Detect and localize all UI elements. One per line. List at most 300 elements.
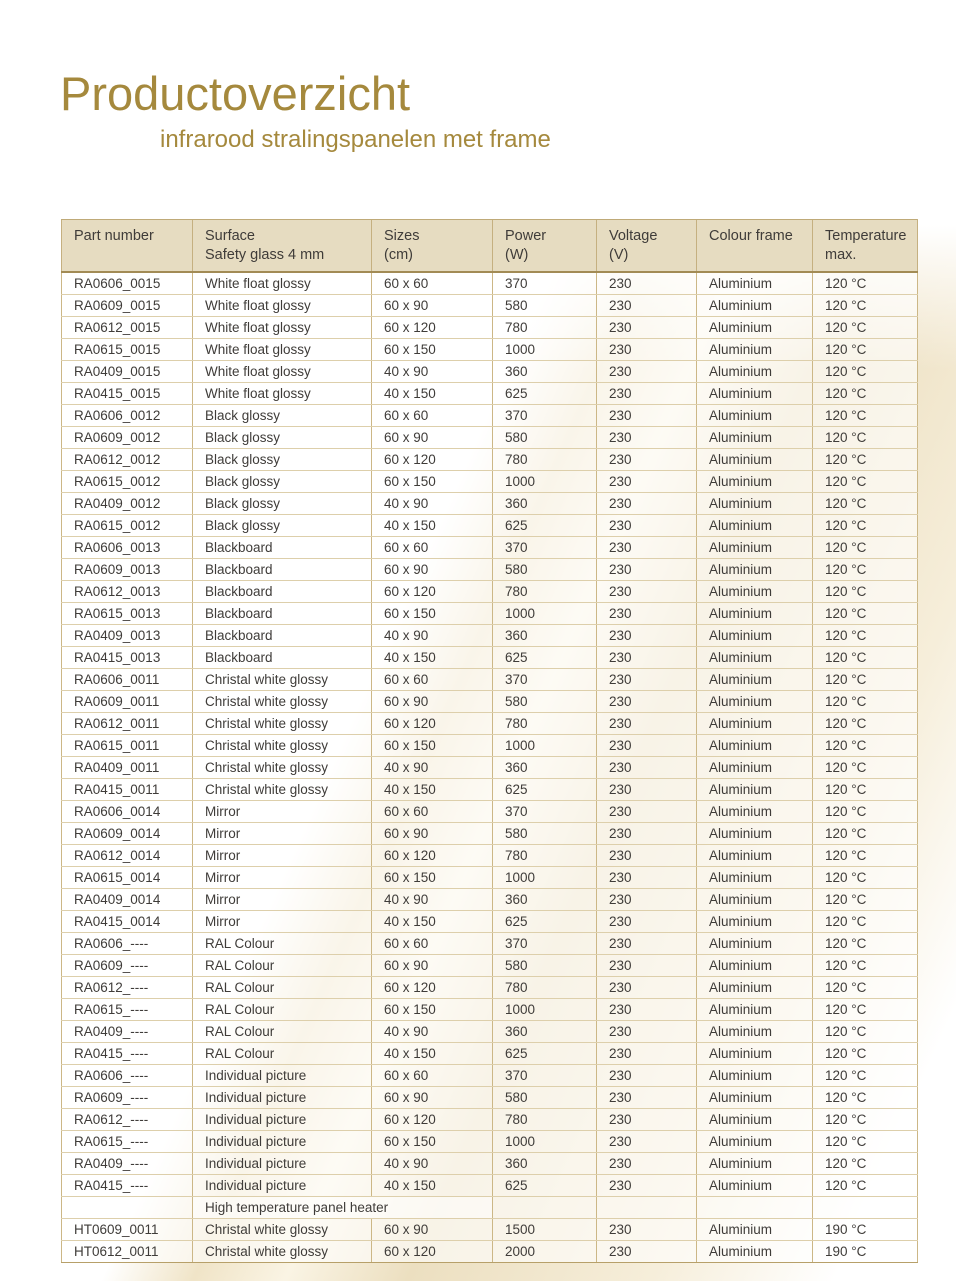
cell-surface: Individual picture	[193, 1130, 372, 1152]
cell-surface: Black glossy	[193, 404, 372, 426]
cell-voltage: 230	[597, 338, 697, 360]
cell-power: 360	[493, 888, 597, 910]
cell-sizes: 60 x 90	[372, 822, 493, 844]
cell-colour-frame: Aluminium	[697, 756, 813, 778]
page-subtitle: infrarood stralingspanelen met frame	[160, 126, 551, 153]
cell-temperature: 120 °C	[813, 910, 918, 932]
cell-voltage: 230	[597, 404, 697, 426]
cell-colour-frame: Aluminium	[697, 1064, 813, 1086]
cell-part-number: HT0612_0011	[62, 1240, 193, 1262]
cell-part-number: RA0415_0013	[62, 646, 193, 668]
section-label: High temperature panel heater	[193, 1196, 493, 1218]
cell-temperature: 120 °C	[813, 558, 918, 580]
cell-colour-frame: Aluminium	[697, 448, 813, 470]
table-row	[62, 690, 918, 712]
table-row	[62, 426, 918, 448]
table-row	[62, 294, 918, 316]
cell-temperature: 120 °C	[813, 624, 918, 646]
cell-part-number: RA0612_----	[62, 1108, 193, 1130]
cell-part-number: RA0415_0011	[62, 778, 193, 800]
table-row	[62, 558, 918, 580]
cell-sizes: 40 x 90	[372, 888, 493, 910]
cell-temperature: 120 °C	[813, 580, 918, 602]
cell-part-number: RA0612_0013	[62, 580, 193, 602]
cell-colour-frame: Aluminium	[697, 624, 813, 646]
cell-colour-frame: Aluminium	[697, 272, 813, 295]
cell-power: 360	[493, 1152, 597, 1174]
cell-voltage: 230	[597, 1108, 697, 1130]
cell-part-number: RA0612_0015	[62, 316, 193, 338]
cell-colour-frame: Aluminium	[697, 1174, 813, 1196]
cell-voltage: 230	[597, 1152, 697, 1174]
cell-temperature: 120 °C	[813, 1064, 918, 1086]
cell-temperature: 120 °C	[813, 360, 918, 382]
column-header-label: Surface	[205, 228, 255, 244]
cell-power: 1000	[493, 998, 597, 1020]
cell-sizes: 40 x 150	[372, 1042, 493, 1064]
cell-part-number: RA0615_0014	[62, 866, 193, 888]
cell-colour-frame: Aluminium	[697, 580, 813, 602]
cell-temperature: 120 °C	[813, 668, 918, 690]
cell-part-number: RA0415_----	[62, 1042, 193, 1064]
cell-sizes: 60 x 120	[372, 844, 493, 866]
cell-temperature: 120 °C	[813, 536, 918, 558]
cell-surface: Christal white glossy	[193, 668, 372, 690]
cell-temperature: 120 °C	[813, 888, 918, 910]
table-row	[62, 976, 918, 998]
cell-sizes: 60 x 60	[372, 272, 493, 295]
cell-colour-frame: Aluminium	[697, 602, 813, 624]
cell-temperature: 120 °C	[813, 404, 918, 426]
cell-power: 780	[493, 580, 597, 602]
cell-colour-frame: Aluminium	[697, 338, 813, 360]
cell-power: 580	[493, 690, 597, 712]
cell-sizes: 60 x 150	[372, 998, 493, 1020]
table-row	[62, 1108, 918, 1130]
cell-sizes: 60 x 90	[372, 1218, 493, 1240]
table-row	[62, 756, 918, 778]
cell-power: 370	[493, 800, 597, 822]
cell-colour-frame: Aluminium	[697, 470, 813, 492]
cell-voltage: 230	[597, 294, 697, 316]
cell-sizes: 40 x 150	[372, 514, 493, 536]
cell-sizes: 40 x 90	[372, 1020, 493, 1042]
cell-surface: Blackboard	[193, 580, 372, 602]
cell-power: 1000	[493, 602, 597, 624]
table-row	[62, 514, 918, 536]
cell-part-number: RA0609_0012	[62, 426, 193, 448]
cell-surface: RAL Colour	[193, 932, 372, 954]
cell-surface: Black glossy	[193, 514, 372, 536]
cell-colour-frame: Aluminium	[697, 294, 813, 316]
cell-surface: RAL Colour	[193, 1042, 372, 1064]
cell-sizes: 60 x 150	[372, 602, 493, 624]
cell-voltage: 230	[597, 822, 697, 844]
cell-part-number: RA0609_----	[62, 1086, 193, 1108]
cell-part-number: RA0606_0012	[62, 404, 193, 426]
cell-part-number: RA0609_0013	[62, 558, 193, 580]
cell-surface: White float glossy	[193, 360, 372, 382]
cell-temperature: 120 °C	[813, 492, 918, 514]
product-table	[61, 219, 918, 1263]
cell-sizes: 40 x 90	[372, 1152, 493, 1174]
column-header-sub: max.	[825, 246, 857, 263]
cell-colour-frame: Aluminium	[697, 360, 813, 382]
cell-voltage: 230	[597, 1130, 697, 1152]
cell-voltage: 230	[597, 470, 697, 492]
cell-surface: Christal white glossy	[193, 690, 372, 712]
cell-surface: Mirror	[193, 910, 372, 932]
cell-power: 625	[493, 1042, 597, 1064]
cell-surface: Individual picture	[193, 1086, 372, 1108]
cell-sizes: 60 x 60	[372, 536, 493, 558]
cell-colour-frame: Aluminium	[697, 800, 813, 822]
cell-part-number: RA0606_0014	[62, 800, 193, 822]
page-title: Productoverzicht	[60, 67, 411, 120]
cell-power: 780	[493, 976, 597, 998]
cell-colour-frame: Aluminium	[697, 1108, 813, 1130]
table-row	[62, 536, 918, 558]
cell-surface: Christal white glossy	[193, 1218, 372, 1240]
cell-surface: Blackboard	[193, 624, 372, 646]
table-row	[62, 404, 918, 426]
cell-temperature: 190 °C	[813, 1218, 918, 1240]
cell-power: 1500	[493, 1218, 597, 1240]
cell-power: 580	[493, 426, 597, 448]
cell-temperature: 190 °C	[813, 1240, 918, 1262]
table-row	[62, 338, 918, 360]
cell-colour-frame: Aluminium	[697, 382, 813, 404]
cell-power: 625	[493, 910, 597, 932]
cell-power: 370	[493, 932, 597, 954]
table-row	[62, 1020, 918, 1042]
cell-voltage: 230	[597, 580, 697, 602]
cell-part-number: RA0615_0011	[62, 734, 193, 756]
table-body	[62, 272, 918, 1263]
cell-sizes: 40 x 150	[372, 1174, 493, 1196]
cell-colour-frame: Aluminium	[697, 888, 813, 910]
cell-surface: White float glossy	[193, 338, 372, 360]
section-row	[62, 1196, 918, 1218]
cell-colour-frame: Aluminium	[697, 844, 813, 866]
table-row	[62, 822, 918, 844]
table-row	[62, 470, 918, 492]
cell-temperature: 120 °C	[813, 426, 918, 448]
cell-colour-frame: Aluminium	[697, 998, 813, 1020]
table-header-row	[62, 220, 918, 272]
cell-surface: Black glossy	[193, 492, 372, 514]
cell-surface: RAL Colour	[193, 976, 372, 998]
table-row	[62, 580, 918, 602]
cell-surface: White float glossy	[193, 382, 372, 404]
cell-temperature: 120 °C	[813, 998, 918, 1020]
cell-temperature: 120 °C	[813, 1174, 918, 1196]
table-row	[62, 1218, 918, 1240]
column-header-label: Part number	[74, 228, 154, 244]
cell-sizes: 60 x 150	[372, 338, 493, 360]
column-header-sizes	[372, 220, 493, 272]
cell-colour-frame: Aluminium	[697, 668, 813, 690]
cell-surface: Mirror	[193, 866, 372, 888]
table-row	[62, 382, 918, 404]
cell-temperature: 120 °C	[813, 866, 918, 888]
cell-sizes: 40 x 150	[372, 778, 493, 800]
cell-temperature: 120 °C	[813, 932, 918, 954]
cell-power: 625	[493, 382, 597, 404]
table-row	[62, 866, 918, 888]
cell-voltage: 230	[597, 448, 697, 470]
cell-surface: Individual picture	[193, 1064, 372, 1086]
cell-voltage: 230	[597, 382, 697, 404]
cell-colour-frame: Aluminium	[697, 1020, 813, 1042]
cell-part-number: RA0612_----	[62, 976, 193, 998]
cell-colour-frame: Aluminium	[697, 1218, 813, 1240]
table-row	[62, 602, 918, 624]
cell-sizes: 40 x 90	[372, 492, 493, 514]
cell-surface: Black glossy	[193, 426, 372, 448]
cell-colour-frame: Aluminium	[697, 690, 813, 712]
cell-power: 360	[493, 756, 597, 778]
table-row	[62, 668, 918, 690]
cell-part-number: RA0409_0013	[62, 624, 193, 646]
cell-part-number: RA0612_0012	[62, 448, 193, 470]
cell-power: 360	[493, 624, 597, 646]
cell-surface: RAL Colour	[193, 998, 372, 1020]
cell-part-number: RA0615_----	[62, 1130, 193, 1152]
cell-voltage: 230	[597, 1086, 697, 1108]
table-row	[62, 778, 918, 800]
cell-part-number: RA0415_0014	[62, 910, 193, 932]
cell-temperature: 120 °C	[813, 1042, 918, 1064]
cell-part-number: RA0606_----	[62, 932, 193, 954]
cell-sizes: 60 x 90	[372, 294, 493, 316]
table-row	[62, 954, 918, 976]
cell-part-number: RA0606_----	[62, 1064, 193, 1086]
cell-power: 780	[493, 712, 597, 734]
cell-surface: Blackboard	[193, 646, 372, 668]
cell-voltage: 230	[597, 866, 697, 888]
cell-surface: Black glossy	[193, 470, 372, 492]
cell-temperature: 120 °C	[813, 338, 918, 360]
cell-power: 625	[493, 646, 597, 668]
cell-voltage: 230	[597, 1020, 697, 1042]
cell-voltage: 230	[597, 778, 697, 800]
cell-power: 780	[493, 448, 597, 470]
cell-sizes: 60 x 90	[372, 690, 493, 712]
cell-power	[493, 1196, 597, 1218]
cell-power: 360	[493, 1020, 597, 1042]
table-row	[62, 1174, 918, 1196]
cell-surface: Mirror	[193, 822, 372, 844]
column-header-sub: Safety glass 4 mm	[205, 246, 325, 263]
cell-voltage: 230	[597, 492, 697, 514]
cell-surface: Mirror	[193, 888, 372, 910]
product-table-wrap	[61, 219, 918, 1263]
cell-temperature: 120 °C	[813, 712, 918, 734]
column-header-colour-frame	[697, 220, 813, 272]
cell-sizes: 60 x 60	[372, 800, 493, 822]
cell-part-number: RA0612_0014	[62, 844, 193, 866]
cell-sizes: 60 x 150	[372, 734, 493, 756]
column-header-voltage	[597, 220, 697, 272]
table-row	[62, 844, 918, 866]
cell-voltage: 230	[597, 690, 697, 712]
cell-voltage: 230	[597, 1240, 697, 1262]
cell-sizes: 40 x 90	[372, 360, 493, 382]
cell-temperature: 120 °C	[813, 646, 918, 668]
table-row	[62, 910, 918, 932]
cell-power: 625	[493, 1174, 597, 1196]
cell-part-number: RA0615_0015	[62, 338, 193, 360]
table-row	[62, 932, 918, 954]
column-header-sub: (V)	[609, 246, 629, 263]
cell-part-number: RA0615_0012	[62, 470, 193, 492]
cell-temperature: 120 °C	[813, 382, 918, 404]
cell-voltage: 230	[597, 426, 697, 448]
cell-power: 370	[493, 536, 597, 558]
cell-colour-frame: Aluminium	[697, 1240, 813, 1262]
cell-surface: Individual picture	[193, 1108, 372, 1130]
cell-sizes: 60 x 90	[372, 426, 493, 448]
cell-part-number: RA0415_0015	[62, 382, 193, 404]
cell-power: 370	[493, 272, 597, 295]
cell-part-number: RA0409_----	[62, 1152, 193, 1174]
column-header-sub: (W)	[505, 246, 529, 263]
table-row	[62, 624, 918, 646]
cell-sizes: 60 x 120	[372, 712, 493, 734]
cell-part-number: RA0615_0012	[62, 514, 193, 536]
column-header-surface	[193, 220, 372, 272]
cell-colour-frame: Aluminium	[697, 514, 813, 536]
cell-colour-frame: Aluminium	[697, 778, 813, 800]
cell-temperature: 120 °C	[813, 602, 918, 624]
cell-colour-frame: Aluminium	[697, 536, 813, 558]
cell-part-number: RA0409_0012	[62, 492, 193, 514]
cell-voltage: 230	[597, 954, 697, 976]
cell-sizes: 60 x 90	[372, 558, 493, 580]
table-row	[62, 888, 918, 910]
cell-part-number: RA0615_0013	[62, 602, 193, 624]
cell-temperature: 120 °C	[813, 294, 918, 316]
cell-voltage: 230	[597, 976, 697, 998]
cell-temperature: 120 °C	[813, 1130, 918, 1152]
cell-voltage: 230	[597, 668, 697, 690]
cell-power: 370	[493, 404, 597, 426]
cell-part-number: RA0609_0015	[62, 294, 193, 316]
cell-part-number	[62, 1196, 193, 1218]
cell-part-number: RA0606_0015	[62, 272, 193, 295]
column-header-label: Colour frame	[709, 228, 793, 244]
column-header-label: Voltage	[609, 228, 658, 244]
cell-surface: Christal white glossy	[193, 712, 372, 734]
cell-voltage: 230	[597, 910, 697, 932]
cell-colour-frame: Aluminium	[697, 910, 813, 932]
cell-temperature	[813, 1196, 918, 1218]
cell-surface: Mirror	[193, 844, 372, 866]
cell-temperature: 120 °C	[813, 1152, 918, 1174]
cell-temperature: 120 °C	[813, 976, 918, 998]
cell-sizes: 60 x 90	[372, 954, 493, 976]
cell-colour-frame: Aluminium	[697, 866, 813, 888]
cell-power: 780	[493, 316, 597, 338]
cell-temperature: 120 °C	[813, 690, 918, 712]
cell-surface: White float glossy	[193, 316, 372, 338]
cell-colour-frame: Aluminium	[697, 712, 813, 734]
cell-surface: Black glossy	[193, 448, 372, 470]
cell-surface: Christal white glossy	[193, 756, 372, 778]
cell-colour-frame: Aluminium	[697, 1042, 813, 1064]
cell-power: 580	[493, 294, 597, 316]
table-row	[62, 1086, 918, 1108]
cell-surface: Blackboard	[193, 602, 372, 624]
cell-power: 625	[493, 514, 597, 536]
cell-temperature: 120 °C	[813, 844, 918, 866]
cell-part-number: RA0609_----	[62, 954, 193, 976]
cell-temperature: 120 °C	[813, 514, 918, 536]
cell-sizes: 40 x 90	[372, 624, 493, 646]
cell-sizes: 40 x 150	[372, 382, 493, 404]
cell-voltage: 230	[597, 602, 697, 624]
column-header-label: Temperature	[825, 228, 907, 244]
cell-part-number: RA0612_0011	[62, 712, 193, 734]
cell-temperature: 120 °C	[813, 470, 918, 492]
cell-sizes: 60 x 120	[372, 448, 493, 470]
cell-voltage: 230	[597, 1218, 697, 1240]
cell-colour-frame: Aluminium	[697, 426, 813, 448]
cell-sizes: 60 x 120	[372, 1108, 493, 1130]
cell-voltage: 230	[597, 514, 697, 536]
cell-surface: White float glossy	[193, 272, 372, 295]
cell-part-number: RA0609_0011	[62, 690, 193, 712]
table-row	[62, 1042, 918, 1064]
cell-surface: RAL Colour	[193, 954, 372, 976]
cell-surface: Christal white glossy	[193, 778, 372, 800]
cell-voltage: 230	[597, 360, 697, 382]
cell-temperature: 120 °C	[813, 272, 918, 295]
cell-part-number: RA0609_0014	[62, 822, 193, 844]
cell-part-number: HT0609_0011	[62, 1218, 193, 1240]
cell-surface: Blackboard	[193, 558, 372, 580]
cell-surface: RAL Colour	[193, 1020, 372, 1042]
cell-power: 1000	[493, 1130, 597, 1152]
cell-power: 370	[493, 1064, 597, 1086]
cell-power: 580	[493, 1086, 597, 1108]
table-row	[62, 998, 918, 1020]
cell-colour-frame: Aluminium	[697, 1086, 813, 1108]
table-row	[62, 1240, 918, 1262]
cell-part-number: RA0409_0014	[62, 888, 193, 910]
cell-colour-frame: Aluminium	[697, 822, 813, 844]
cell-power: 1000	[493, 866, 597, 888]
cell-part-number: RA0606_0011	[62, 668, 193, 690]
cell-sizes: 60 x 150	[372, 1130, 493, 1152]
cell-power: 1000	[493, 338, 597, 360]
column-header-sub: (cm)	[384, 246, 413, 263]
cell-voltage: 230	[597, 1042, 697, 1064]
cell-voltage: 230	[597, 558, 697, 580]
cell-part-number: RA0615_----	[62, 998, 193, 1020]
cell-voltage: 230	[597, 646, 697, 668]
cell-part-number: RA0409_0015	[62, 360, 193, 382]
column-header-power	[493, 220, 597, 272]
cell-colour-frame: Aluminium	[697, 558, 813, 580]
cell-sizes: 60 x 120	[372, 976, 493, 998]
cell-sizes: 60 x 150	[372, 866, 493, 888]
cell-voltage: 230	[597, 712, 697, 734]
cell-power: 360	[493, 360, 597, 382]
cell-sizes: 60 x 60	[372, 404, 493, 426]
cell-sizes: 60 x 60	[372, 932, 493, 954]
